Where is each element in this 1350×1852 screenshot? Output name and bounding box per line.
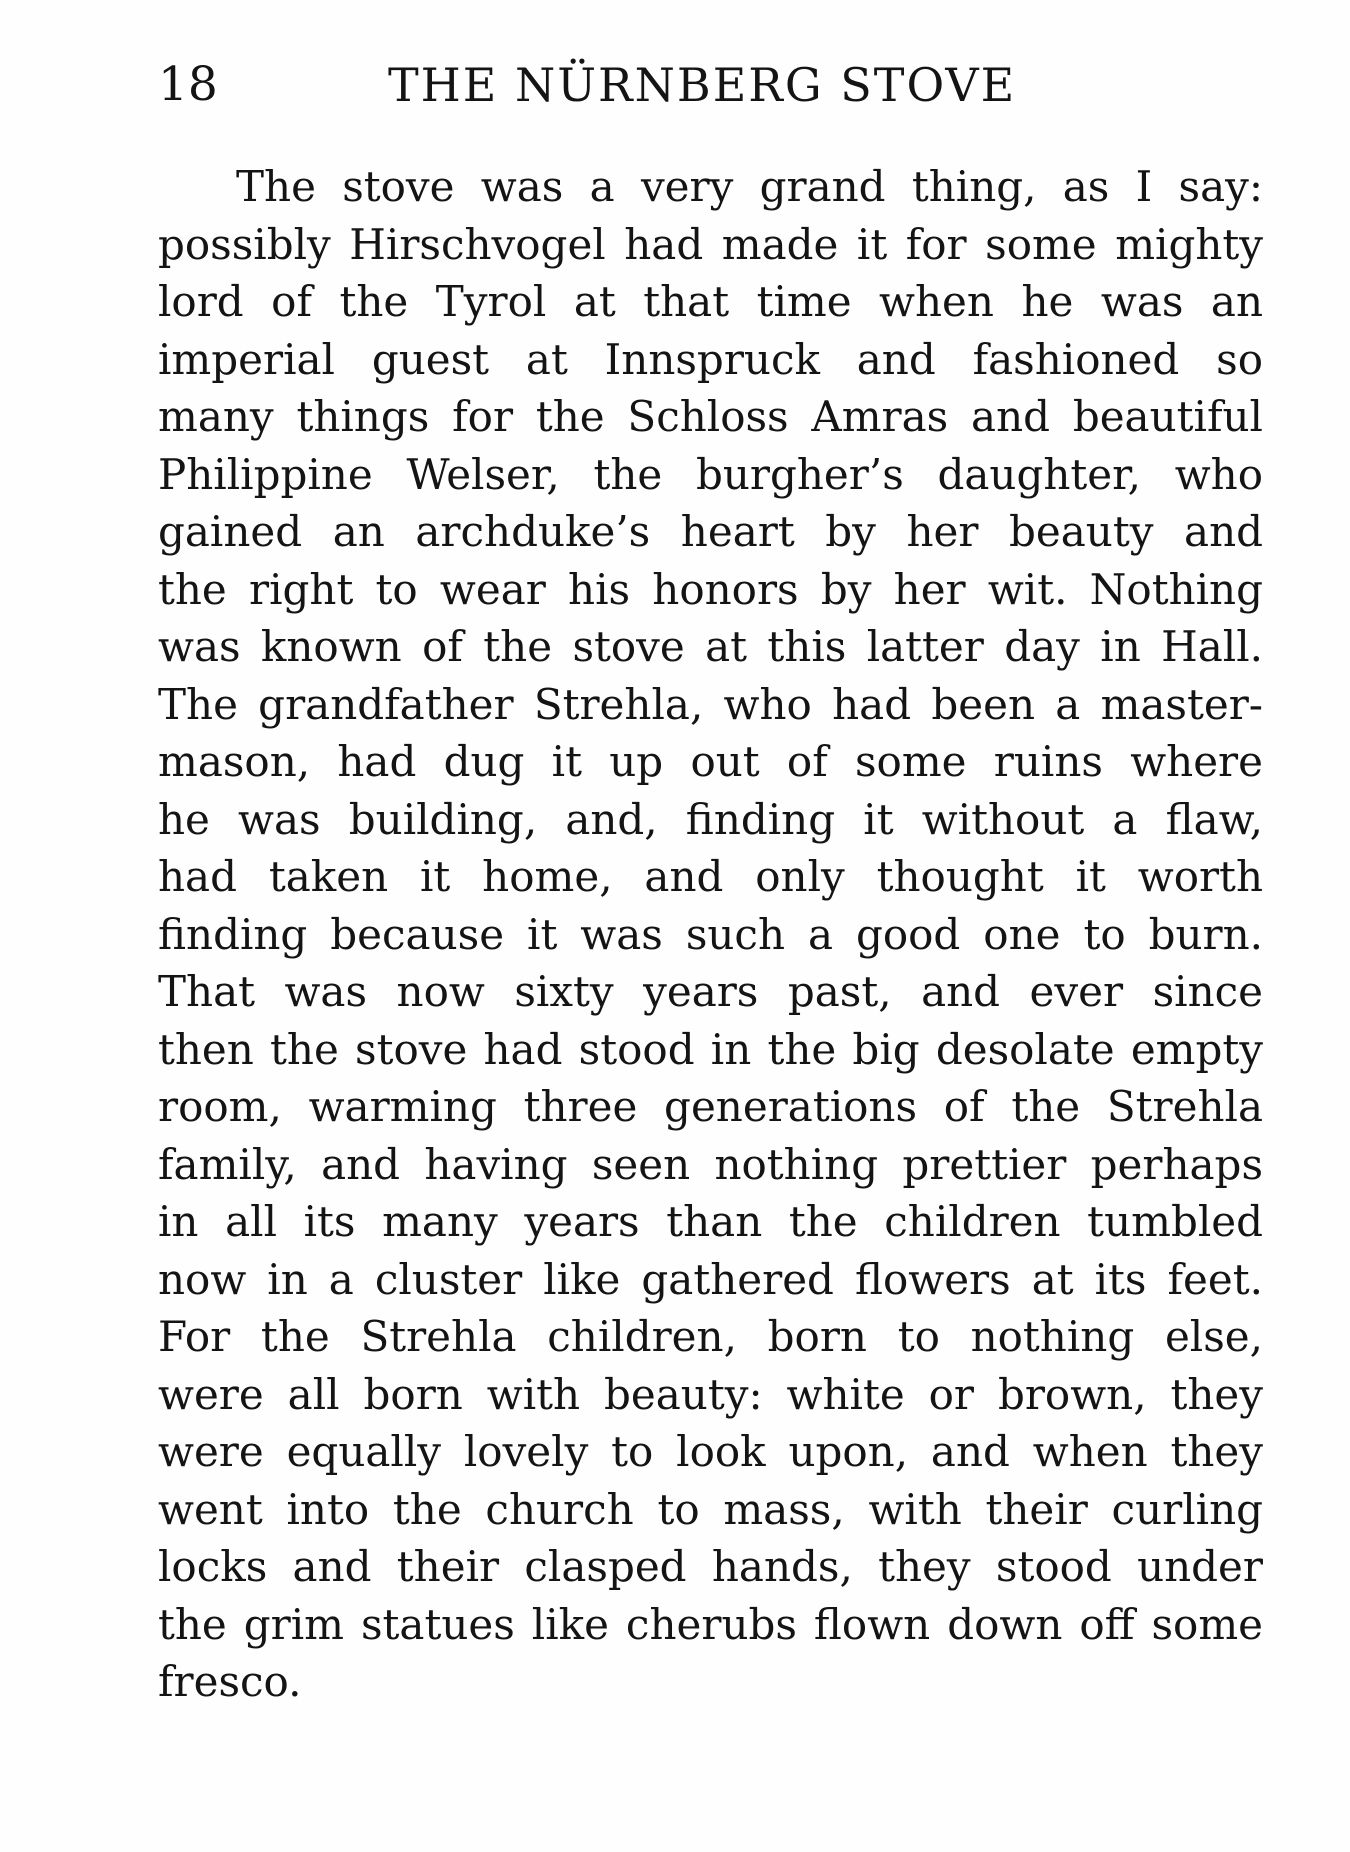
text-line: The stove was a very grand thing, as I say: [236,162,1263,211]
text-line: room, warming three generations of the Strehla [158,1082,1263,1131]
text-line: fresco. [158,1657,302,1706]
text-line: family, and having seen nothing prettier perhaps [158,1139,1263,1189]
text-line: then the stove had stood in the big desolate empty [158,1024,1263,1074]
body-paragraph [158,158,1263,1711]
text-line: locks and their clasped hands, they stood under [158,1542,1263,1591]
text-line: the right to wear his honors by her wit. Nothing [158,564,1263,614]
text-line: gained an archduke’s heart by her beauty and [158,507,1263,556]
text-line: finding because it was such a good one to burn. [158,909,1263,959]
text-line: the grim statues like cherubs flown down off some [158,1599,1263,1649]
text-line: was known of the stove at this latter day in Hall. [158,622,1263,671]
text-line: mason, had dug it up out of some ruins where [158,737,1263,786]
text-line: Philippine Welser, the burgher’s daughter, who [158,449,1263,499]
text-line: lord of the Tyrol at that time when he was an [158,277,1263,326]
text-line: had taken it home, and only thought it worth [158,852,1263,901]
text-line: imperial guest at Innspruck and fashioned so [158,334,1263,384]
text-line: he was building, and, finding it without a flaw, [158,794,1263,844]
text-line: possibly Hirschvogel had made it for some mighty [158,219,1263,269]
page-number: 18 [158,57,218,112]
text-line: in all its many years than the children tumbled [158,1197,1263,1246]
running-title: THE NÜRNBERG STOVE [388,58,1017,112]
text-line: For the Strehla children, born to nothing else, [158,1312,1263,1361]
text-line: many things for the Schloss Amras and beautiful [158,392,1263,441]
text-line: The grandfather Strehla, who had been a master- [158,679,1263,729]
text-line: went into the church to mass, with their curling [158,1484,1263,1534]
text-line: now in a cluster like gathered flowers at its feet. [158,1254,1263,1304]
text-line: were all born with beauty: white or brown, they [158,1369,1263,1419]
text-line: That was now sixty years past, and ever since [158,967,1263,1016]
running-head [158,50,1253,120]
text-line: were equally lovely to look upon, and when they [158,1427,1263,1476]
